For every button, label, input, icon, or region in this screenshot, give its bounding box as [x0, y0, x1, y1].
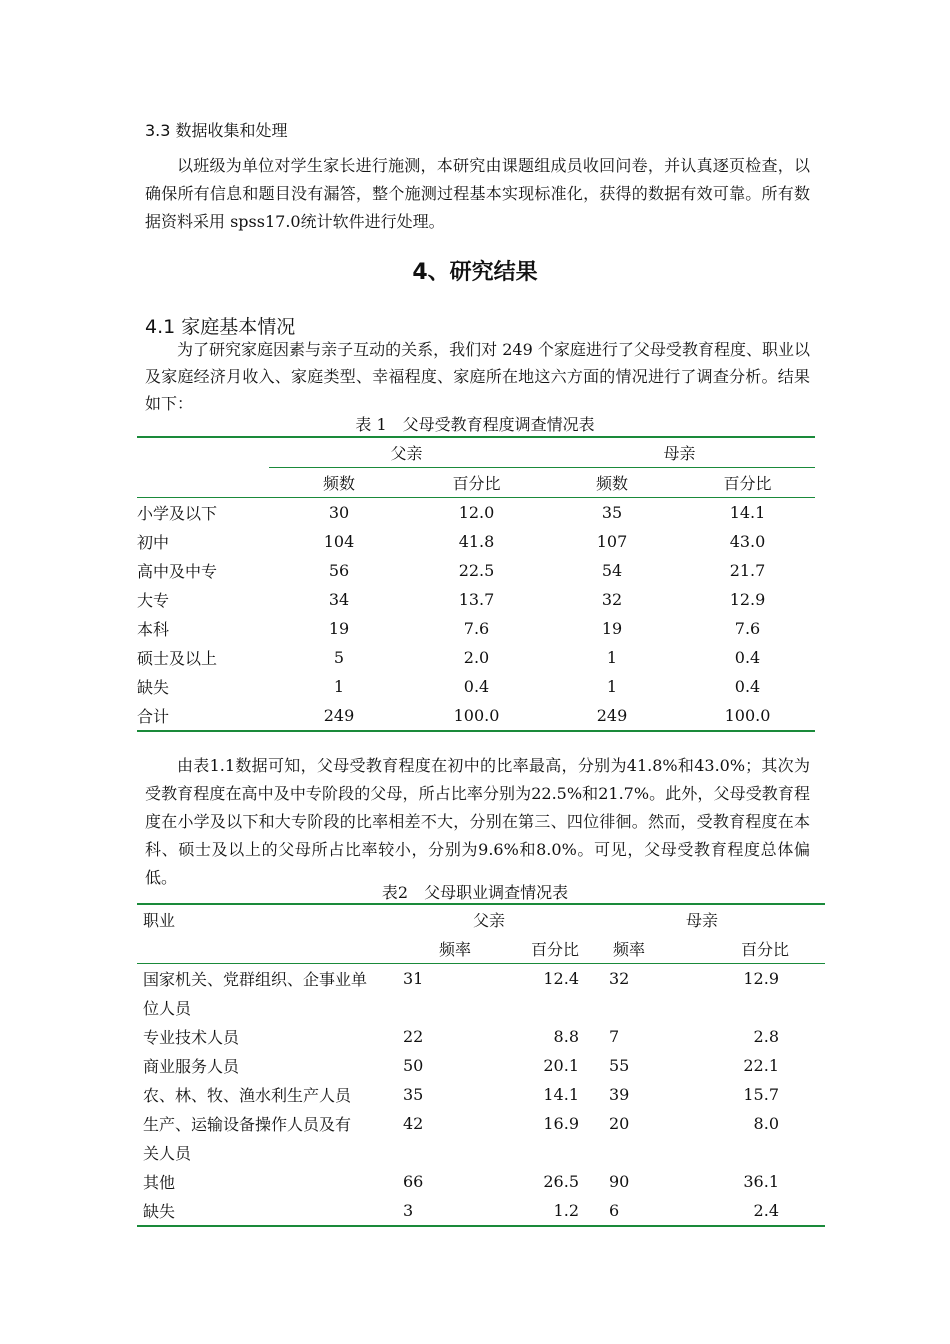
table-row: [137, 614, 815, 643]
row-label: 本科: [137, 620, 170, 639]
father-percent: 16.9: [543, 1114, 579, 1133]
father-count: 56: [328, 561, 350, 580]
mother-count: 32: [609, 969, 630, 988]
row-label-continued: 位人员: [143, 999, 192, 1018]
table-row: [137, 672, 815, 701]
mother-percent: 43.0: [729, 532, 766, 551]
col-occupation: 职业: [137, 904, 399, 934]
father-count: 35: [403, 1085, 424, 1104]
mother-header: 母亲: [579, 904, 825, 934]
father-percent: 14.1: [543, 1085, 579, 1104]
father-count: 104: [323, 532, 355, 551]
table-row: [137, 964, 825, 994]
father-count: 34: [328, 590, 350, 609]
row-label: 专业技术人员: [143, 1028, 240, 1047]
father-percent: 0.4: [463, 677, 490, 696]
father-count: 50: [403, 1056, 424, 1075]
table-row: [137, 1051, 825, 1080]
mother-count: 55: [609, 1056, 630, 1075]
mother-percent: 0.4: [734, 648, 761, 667]
table-total-row: [137, 701, 815, 731]
row-label: 国家机关、党群组织、企事业单: [143, 970, 368, 989]
row-label: 缺失: [137, 678, 170, 697]
father-percent: 12.0: [458, 503, 495, 522]
row-label: 合计: [137, 701, 269, 731]
mother-percent: 21.7: [729, 561, 766, 580]
mother-count: 7: [609, 1027, 620, 1046]
row-label: 大专: [137, 591, 170, 610]
table-row-continuation: [137, 993, 825, 1022]
mother-percent: 7.6: [734, 619, 761, 638]
section-4-1-paragraph: 为了研究家庭因素与亲子互动的关系，我们对 249 个家庭进行了父母受教育程度、职业以及家庭经济月收入、家庭类型、幸福程度、家庭所在地这六方面的情况进行了调查分析。结果如下：: [145, 340, 810, 413]
father-percent: 22.5: [458, 561, 495, 580]
section-heading-4-1: 4.1 家庭基本情况: [145, 316, 296, 338]
mother-percent: 12.9: [743, 969, 779, 988]
table1-caption: 表 1 父母受教育程度调查情况表: [355, 415, 595, 434]
analysis-paragraph: 由表1.1数据可知，父母受教育程度在初中的比率最高，分别为41.8%和43.0%；其次为受教育程度在高中及中专阶段的父母，所占比率分别为22.5%和21.7%。此外，父母受教育程度在小学及以下和大专阶段的比率相差不大，分别在第三、四位徘徊。然而，受教育程度在本科、硕士及以上的父母所占比率较小，分别为9.6%和8.0%。可见，父母受教育程度总体偏低。: [145, 756, 810, 887]
col-freq: 频率: [579, 934, 679, 964]
row-label: 农、林、牧、渔水利生产人员: [143, 1086, 352, 1105]
father-count: 66: [403, 1172, 424, 1191]
row-label: 小学及以下: [137, 504, 218, 523]
table2-column-header: [137, 934, 825, 964]
table2-caption: 表2 父母职业调查情况表: [381, 883, 569, 902]
table-row: [137, 527, 815, 556]
table-row: [137, 1196, 825, 1226]
mother-percent: 12.9: [729, 590, 766, 609]
father-percent: 1.2: [471, 1196, 579, 1226]
father-header: 父亲: [399, 904, 579, 934]
row-label: 硕士及以上: [137, 649, 218, 668]
col-percent: 百分比: [409, 468, 544, 498]
col-freq: 频数: [269, 468, 409, 498]
father-count: 30: [328, 503, 350, 522]
mother-count: 39: [609, 1085, 630, 1104]
father-percent: 8.8: [553, 1027, 579, 1046]
father-percent: 7.6: [463, 619, 490, 638]
mother-percent: 36.1: [743, 1172, 779, 1191]
row-label: 高中及中专: [137, 562, 218, 581]
mother-count: 6: [579, 1196, 679, 1226]
father-count: 22: [403, 1027, 424, 1046]
mother-count: 19: [601, 619, 623, 638]
row-label-continued: 关人员: [143, 1144, 192, 1163]
table-row: [137, 1167, 825, 1196]
father-header: 父亲: [269, 437, 544, 468]
mother-percent: 100.0: [680, 701, 815, 731]
mother-count: 90: [609, 1172, 630, 1191]
row-label: 缺失: [137, 1196, 399, 1226]
mother-percent: 2.4: [679, 1196, 825, 1226]
mother-count: 1: [606, 677, 618, 696]
mother-percent: 22.1: [743, 1056, 779, 1075]
mother-count: 1: [606, 648, 618, 667]
table1-group-header: [137, 437, 815, 468]
father-percent: 100.0: [409, 701, 544, 731]
table-row: [137, 1080, 825, 1109]
mother-count: 20: [609, 1114, 630, 1133]
section-3-3-paragraph: 以班级为单位对学生家长进行施测，本研究由课题组成员收回问卷，并认真逐页检查，以确保所有信息和题目没有漏答，整个施测过程基本实现标准化，获得的数据有效可靠。所有数据资料采用 spss17.0统计软件进行处理。: [145, 156, 810, 231]
col-freq: 频数: [544, 468, 680, 498]
row-label: 初中: [137, 533, 170, 552]
table2-group-header: [137, 904, 825, 934]
section-heading-3-3: 3.3 数据收集和处理: [145, 121, 288, 140]
row-label: 其他: [143, 1173, 176, 1192]
father-percent: 2.0: [463, 648, 490, 667]
father-percent: 13.7: [458, 590, 495, 609]
table-row: [137, 643, 815, 672]
occupation-table: [137, 903, 825, 1227]
mother-percent: 8.0: [753, 1114, 779, 1133]
education-table: [137, 436, 815, 732]
mother-count: 35: [601, 503, 623, 522]
col-percent: 百分比: [679, 934, 825, 964]
table-row: [137, 498, 815, 528]
table-row: [137, 1022, 825, 1051]
father-percent: 12.4: [543, 969, 579, 988]
col-freq: 频率: [399, 934, 471, 964]
table1-column-header: [137, 468, 815, 498]
mother-percent: 15.7: [743, 1085, 779, 1104]
mother-count: 54: [601, 561, 623, 580]
mother-count: 32: [601, 590, 623, 609]
mother-percent: 0.4: [734, 677, 761, 696]
father-count: 3: [399, 1196, 471, 1226]
father-count: 19: [328, 619, 350, 638]
father-count: 31: [403, 969, 424, 988]
mother-count: 107: [596, 532, 628, 551]
table-row-continuation: [137, 1138, 825, 1167]
father-count: 42: [403, 1114, 424, 1133]
father-percent: 41.8: [458, 532, 495, 551]
father-percent: 26.5: [543, 1172, 579, 1191]
col-percent: 百分比: [471, 934, 579, 964]
mother-percent: 14.1: [729, 503, 766, 522]
father-percent: 20.1: [543, 1056, 579, 1075]
col-percent: 百分比: [680, 468, 815, 498]
table-row: [137, 556, 815, 585]
table-row: [137, 1109, 825, 1138]
mother-header: 母亲: [544, 437, 815, 468]
mother-count: 249: [544, 701, 680, 731]
father-count: 1: [333, 677, 345, 696]
father-count: 5: [333, 648, 345, 667]
row-label: 生产、运输设备操作人员及有: [143, 1115, 352, 1134]
father-count: 249: [269, 701, 409, 731]
table-row: [137, 585, 815, 614]
mother-percent: 2.8: [753, 1027, 779, 1046]
chapter-title: 4、研究结果: [412, 260, 538, 285]
row-label: 商业服务人员: [143, 1057, 240, 1076]
